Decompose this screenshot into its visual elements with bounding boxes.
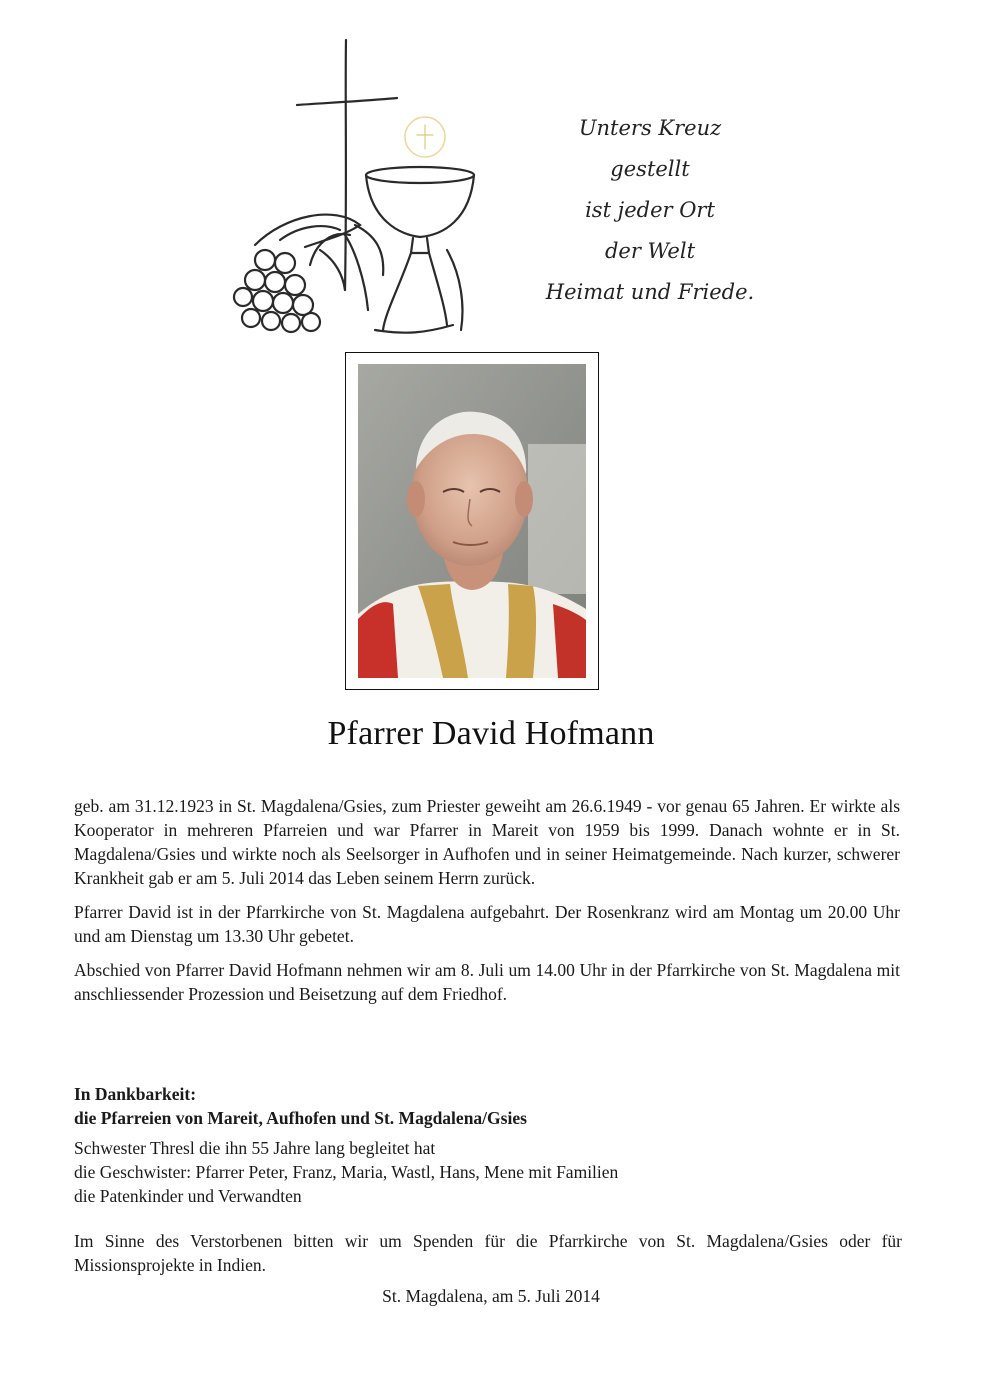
obituary-text (74, 794, 900, 1016)
thanks-line: die Geschwister: Pfarrer Peter, Franz, Maria, Wastl, Hans, Mene mit Familien (74, 1162, 619, 1182)
poem-line: Heimat und Friede. (545, 280, 755, 304)
paragraph-funeral: Abschied von Pfarrer David Hofmann nehmen wir am 8. Juli um 14.00 Uhr in der Pfarrkirche von St. Magdalena mit anschliessender Prozession und Beisetzung auf dem Friedhof. (74, 960, 900, 1004)
cross-icon (345, 40, 346, 290)
paragraph-biography: geb. am 31.12.1923 in St. Magdalena/Gsies, zum Priester geweiht am 26.6.1949 - vor genau 65 Jahren. Er wirkte als Kooperator in mehreren Pfarreien und war Pfarrer in Mareit von 1959 bis 1999. Danach wohnte er in St. Magdalena/Gsies und wirkte noch als Seelsorger in Aufhofen und in seiner Heimatgemeinde. Nach kurzer, schwerer Krankheit gab er am 5. Juli 2014 das Leben seinem Herrn zurück. (74, 796, 900, 888)
poem-line: ist jeder Ort (585, 198, 715, 222)
poem-line: gestellt (610, 157, 690, 181)
poem (520, 108, 780, 313)
paragraph-wake: Pfarrer David ist in der Pfarrkirche von St. Magdalena aufgebahrt. Der Rosenkranz wird am Montag um 20.00 Uhr und am Dienstag um 13.30 Uhr gebetet. (74, 902, 900, 946)
thanks-heading: In Dankbarkeit: (74, 1084, 197, 1104)
thanks-parishes: die Pfarreien von Mareit, Aufhofen und St. Magdalena/Gsies (74, 1108, 527, 1128)
donation-note: Im Sinne des Verstorbenen bitten wir um Spenden für die Pfarrkirche von St. Magdalena/Gsies oder für Missionsprojekte in Indien. (74, 1231, 902, 1275)
thanks-section (74, 1082, 904, 1208)
grapes-icon (234, 250, 320, 332)
poem-line: der Welt (604, 239, 696, 263)
chalice-icon (366, 167, 474, 333)
portrait-photo (358, 364, 586, 678)
poem-line: Unters Kreuz (578, 116, 722, 140)
thanks-line: Schwester Thresl die ihn 55 Jahre lang begleitet hat (74, 1138, 436, 1158)
deceased-name: Pfarrer David Hofmann (327, 715, 655, 752)
thanks-line: die Patenkinder und Verwandten (74, 1186, 302, 1206)
emblem-illustration (225, 35, 485, 345)
place-date: St. Magdalena, am 5. Juli 2014 (382, 1286, 600, 1306)
portrait-frame (345, 352, 599, 690)
